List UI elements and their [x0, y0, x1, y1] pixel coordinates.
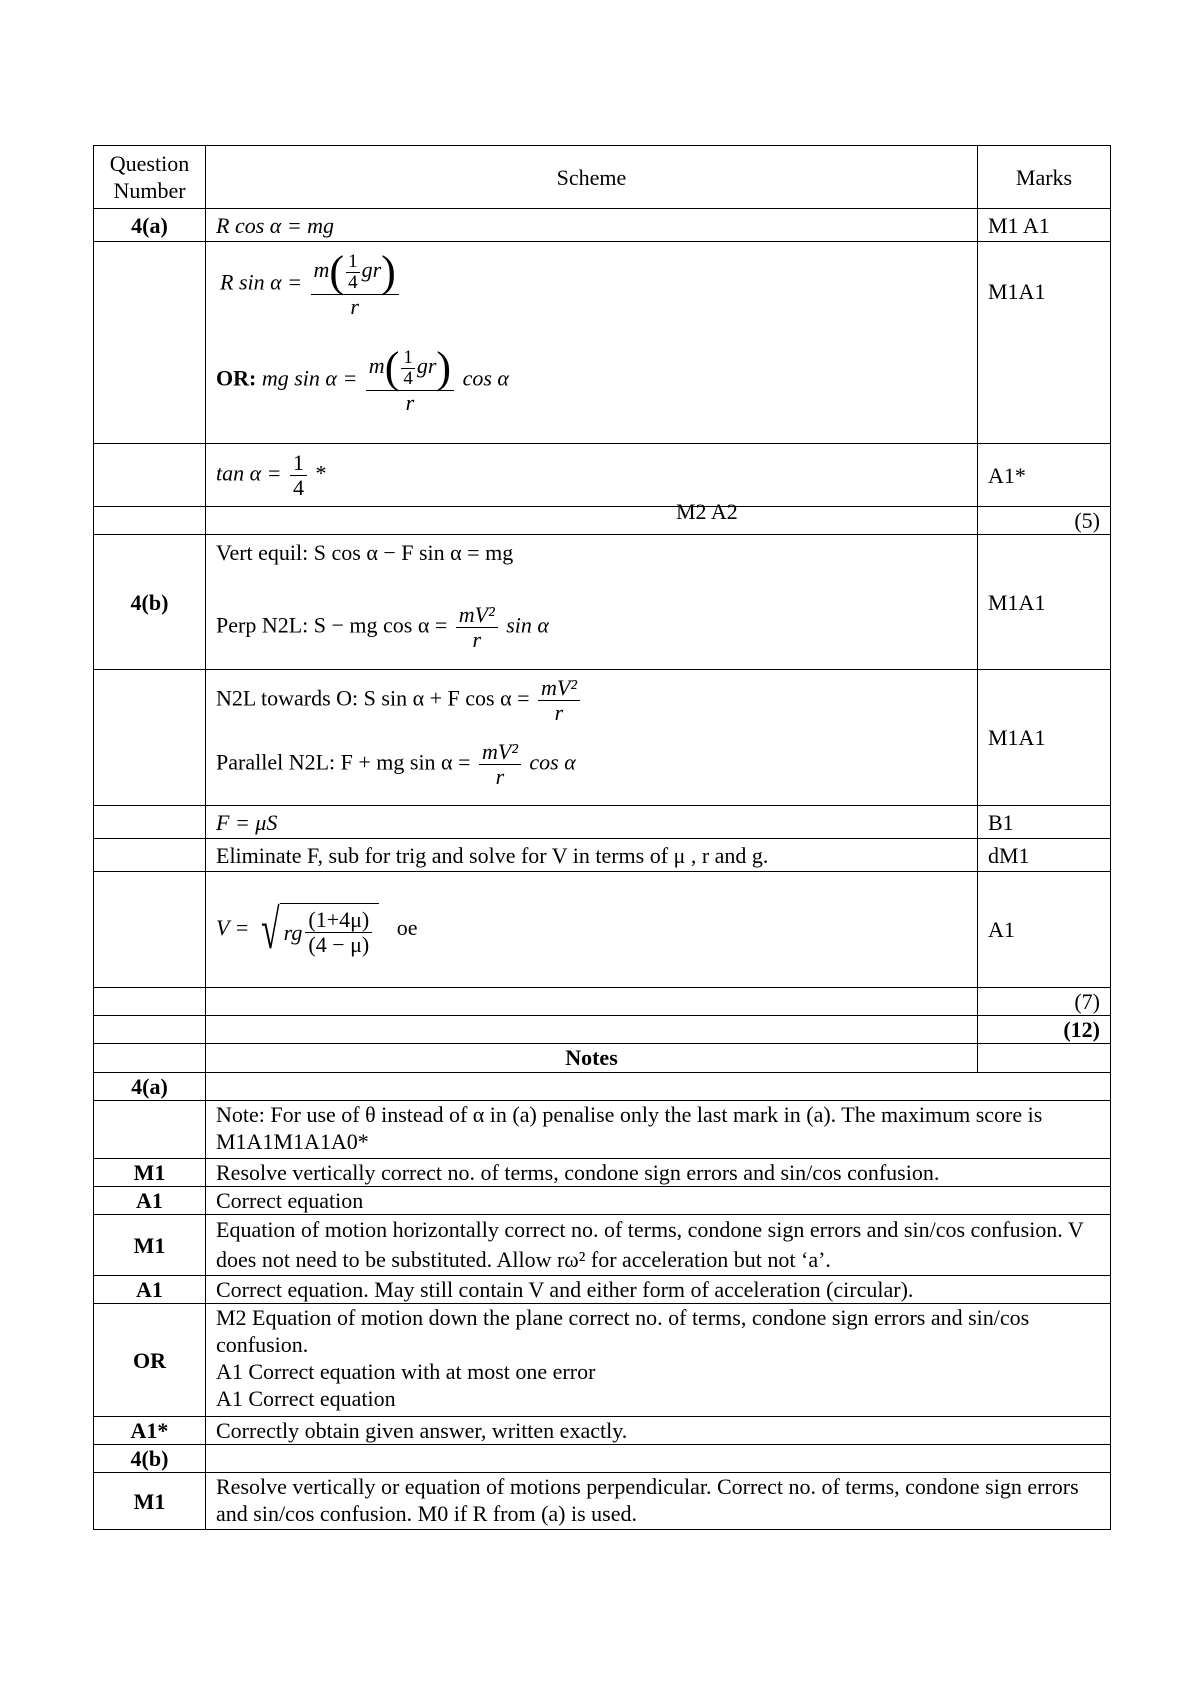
note-mark: A1 [94, 1276, 206, 1304]
row-vert-perp [94, 535, 1111, 670]
marks-cell: M1 A1 [978, 209, 1111, 242]
marks-cell: M1A1 [978, 242, 1111, 444]
a1star-mark: A1* [94, 1417, 206, 1445]
marks-cell: M1A1 [978, 670, 1111, 806]
question-number-header: Question Number [94, 146, 206, 209]
mv2: mV² [456, 603, 498, 628]
equation-f-mu-s: F = μS [206, 806, 978, 839]
fraction: m( $\frac{1}{4}$ gr) r [366, 346, 454, 415]
total-row [94, 1016, 1111, 1044]
marks-header: Marks [978, 146, 1111, 209]
notes-4a-row [94, 1073, 1111, 1101]
fraction: m( $\frac{1}{4}$ gr) r [311, 250, 399, 319]
note-text: Correct equation. May still contain V and either form of acceleration (circular). [206, 1276, 1111, 1304]
scheme-header: Scheme [206, 146, 978, 209]
marks-cell: A1* [978, 444, 1111, 507]
cos-alpha: cos α [529, 749, 576, 775]
parallel-n2l [216, 740, 576, 789]
or-marks: M2 A2 [676, 499, 738, 524]
or-text [206, 1304, 1111, 1417]
row-n2l-parallel [94, 670, 1111, 806]
eliminate-text: Eliminate F, sub for trig and solve for V in terms of μ , r and g. [206, 839, 978, 872]
empty-cell [94, 242, 206, 444]
vert-equil: Vert equil: S cos α − F sin α = mg [216, 540, 514, 565]
row-r-cos [94, 209, 1111, 242]
notes-row [94, 1187, 1111, 1215]
cos-alpha: cos α [462, 365, 509, 391]
or-line-3: A1 Correct equation [216, 1386, 396, 1411]
equation-or [216, 343, 509, 415]
one: 1 [403, 346, 413, 368]
subtotal-b: (7) [978, 988, 1111, 1016]
mv2: mV² [479, 740, 521, 765]
n2l-o-lhs: N2L towards O: S sin α + F cos α = [216, 685, 530, 711]
rg-symbol: rg [283, 919, 303, 945]
perp-n2l [216, 603, 549, 652]
or-line-2: A1 Correct equation with at most one error [216, 1359, 596, 1384]
notes-row [94, 1276, 1111, 1304]
notes-or-row [94, 1304, 1111, 1417]
notes-label-4a: 4(a) [94, 1073, 206, 1101]
or-line-1: M2 Equation of motion down the plane correct no. of terms, condone sign errors and sin/cos confusion. [216, 1305, 1030, 1357]
notes-4b-row [94, 1445, 1111, 1473]
subtotal-row-b [94, 988, 1111, 1016]
sin-alpha: sin α [506, 612, 549, 638]
row-r-sin [94, 242, 1111, 444]
marks-cell: M1A1 [978, 535, 1111, 670]
notes-last-row [94, 1473, 1111, 1530]
note-text: Correct equation [206, 1187, 1111, 1215]
note-text: Resolve vertically correct no. of terms, condone sign errors and sin/cos confusion. [206, 1159, 1111, 1187]
notes-a1star-row [94, 1417, 1111, 1445]
denominator-r: r [405, 390, 415, 415]
n2l-towards-o [216, 676, 583, 725]
v-answer [206, 872, 978, 988]
notes-label-4b: 4(b) [94, 1445, 206, 1473]
four: 4 [348, 271, 358, 293]
empty-cell [94, 444, 206, 507]
denominator-r: r [350, 294, 359, 319]
or-label: OR: [216, 365, 257, 391]
oe-label: oe [396, 914, 418, 940]
equation-lhs: R sin α = [220, 269, 303, 295]
question-label-4b: 4(b) [94, 535, 206, 670]
m-symbol: m [313, 257, 330, 283]
notes-row [94, 1215, 1111, 1276]
tan-lhs: tan α = [216, 460, 282, 486]
notes-row [94, 1159, 1111, 1187]
v-lhs: V = [216, 914, 250, 940]
denominator-r: r [472, 627, 482, 652]
or-mark: OR [94, 1304, 206, 1417]
square-root: √ rg $\frac{(1+4\mu)}{(4 - \mu)}$ [255, 902, 379, 958]
v-denominator: (4 − μ) [308, 931, 370, 957]
equation-r-cos: R cos α = mg [206, 209, 978, 242]
v-numerator: (1+4μ) [305, 908, 372, 933]
a1star-text: Correctly obtain given answer, written exactly. [206, 1417, 1111, 1445]
gr-symbol: gr [416, 353, 437, 379]
theta-note: Note: For use of θ instead of α in (a) penalise only the last mark in (a). The maximum score is M1A1M1A1A0* [206, 1101, 1111, 1159]
row-v-answer [94, 872, 1111, 988]
header-row [94, 146, 1111, 209]
marks-cell: B1 [978, 806, 1111, 839]
mv2: mV² [538, 676, 580, 701]
mark-scheme-table [93, 145, 1111, 1530]
one: 1 [290, 451, 307, 476]
last-text: Resolve vertically or equation of motions perpendicular. Correct no. of terms, condone sign errors and sin/cos confusion. M0 if R from (a) is used. [206, 1473, 1111, 1530]
denominator-r: r [495, 764, 505, 789]
star: * [315, 460, 327, 486]
row-eliminate [94, 839, 1111, 872]
perp-lhs: Perp N2L: S − mg cos α = [216, 612, 448, 638]
four: 4 [293, 474, 305, 500]
subtotal-row-a [94, 507, 1111, 535]
total-marks: (12) [978, 1016, 1111, 1044]
equation-lhs: mg sin α = [261, 365, 358, 391]
subtotal-a: (5) [978, 507, 1111, 535]
note-text: Equation of motion horizontally correct no. of terms, condone sign errors and sin/cos confusion. V does not need to be substituted. Allow rω² for acceleration but not ‘a’. [206, 1215, 1111, 1276]
marks-cell: dM1 [978, 839, 1111, 872]
notes-heading-row [94, 1044, 1111, 1073]
last-mark: M1 [94, 1473, 206, 1530]
notes-heading: Notes [206, 1044, 978, 1073]
equation-tan [206, 444, 978, 507]
note-mark: M1 [94, 1159, 206, 1187]
m-symbol: m [368, 353, 385, 379]
four: 4 [403, 367, 413, 389]
equations-vert-perp [206, 535, 978, 670]
row-tan [94, 444, 1111, 507]
note-mark: M1 [94, 1215, 206, 1276]
one: 1 [348, 250, 358, 272]
note-mark: A1 [94, 1187, 206, 1215]
notes-theta-row [94, 1101, 1111, 1159]
denominator-r: r [554, 700, 564, 725]
question-label-4a: 4(a) [94, 209, 206, 242]
marks-cell: A1 [978, 872, 1111, 988]
row-f-mu-s [94, 806, 1111, 839]
parallel-lhs: Parallel N2L: F + mg sin α = [216, 749, 471, 775]
equations-n2l-parallel [206, 670, 978, 806]
gr-symbol: gr [361, 257, 382, 283]
equation-r-sin [220, 247, 402, 319]
